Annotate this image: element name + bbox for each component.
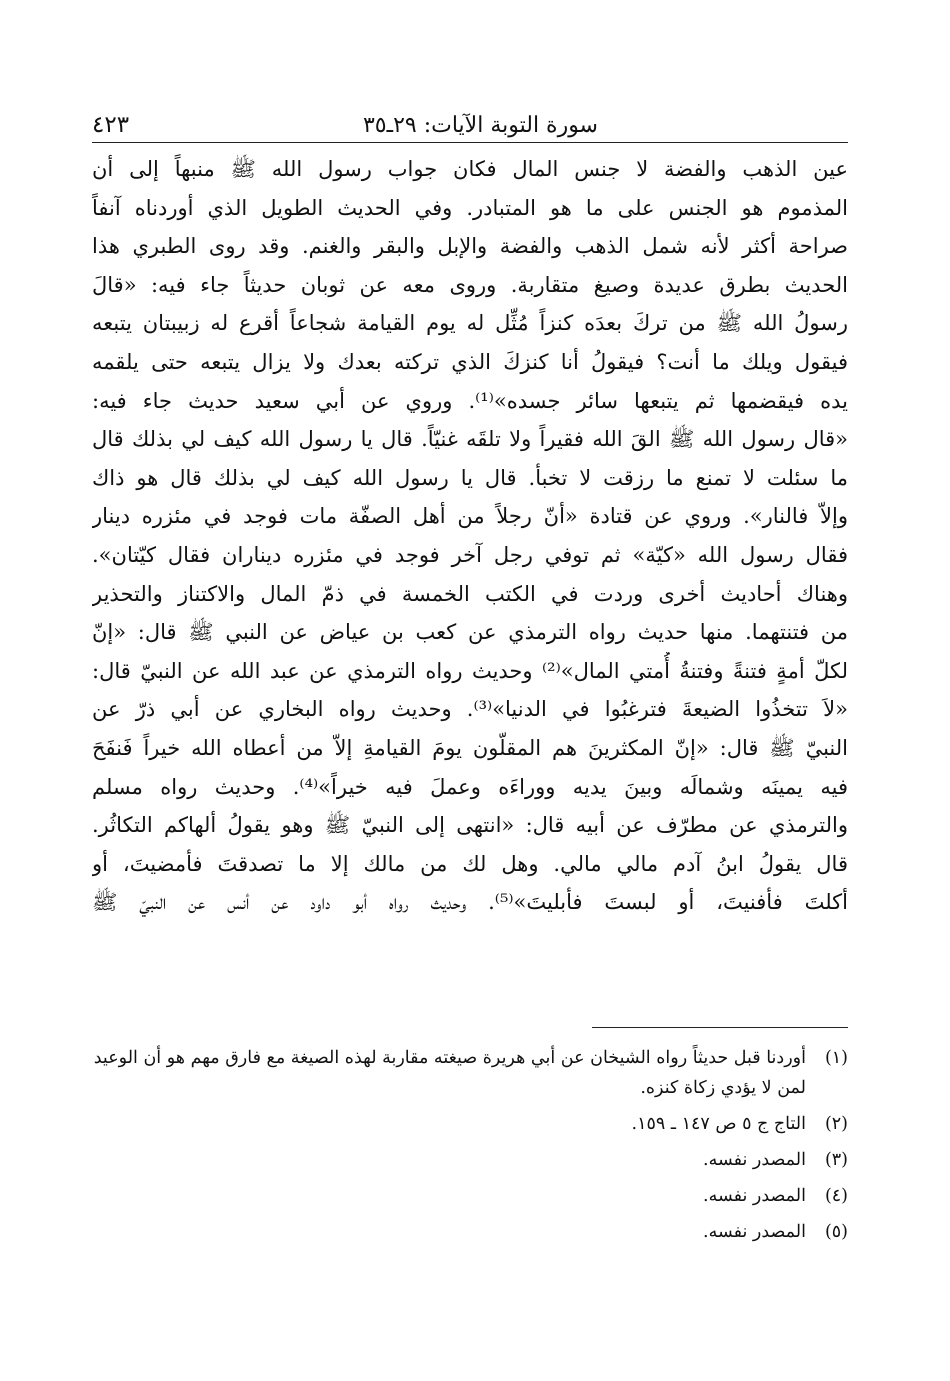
text-line: يده فيقضمها ثم يتبعها سائر جسده»⁽¹⁾. وروي عن أبي سعيد حديث جاء فيه: [92,388,848,413]
text-line: صراحة أكثر لأنه شمل الذهب والفضة والإبل والبقر والغنم. وقد روى الطبري هذا [92,234,848,259]
text-line: وإلاّ فالنار». وروي عن قتادة «أنّ رجلاً من أهل الصفّة مات فوجد في مئزره دينار [92,504,848,529]
main-text [92,150,848,922]
text-line: والترمذي عن مطرّف عن أبيه قال: «انتهى إلى النبيّ ﷺ وهو يقولُ ألهاكم التكاثُر. [92,813,848,838]
footnote-number: (٥) [824,1222,848,1242]
footnote [92,1145,848,1175]
text-line: قال يقولُ ابنُ آدم مالي مالي. وهل لك من مالك إلا ما تصدقتَ فأمضيتَ، أو [92,851,848,876]
text-line: ما سئلت لا تمنع ما رزقت لا تخبأ. قال يا رسول الله كيف لي بذلك قال هو ذاك [92,465,848,490]
text-line: وهناك أحاديث أخرى وردت في الكتب الخمسة في ذمّ المال والاكتناز والتحذير [92,581,848,606]
footnote [92,1181,848,1211]
footnote-number: (٤) [824,1186,848,1206]
page-number: ٤٢٣ [92,112,130,138]
text-line: «قال رسول الله ﷺ القَ الله فقيراً ولا تلقَه غنيّاً. قال يا رسول الله كيف لي بذلك قال [92,427,848,452]
text-line: فقال رسول الله «كيّة» ثم توفي رجل آخر فوجد في مئزره ديناران فقال كيّتان». [92,542,848,567]
text-line: الحديث بطرق عديدة وصيغ متقاربة. وروى معه عن ثوبان حديثاً جاء فيه: «قالَ [92,272,848,297]
footnote-number: (٣) [824,1150,848,1170]
text-line: لكلّ أمةٍ فتنةً وفتنةُ أُمتي المال»⁽²⁾ وحديث رواه الترمذي عن عبد الله عن النبيّ قال: [92,658,848,683]
footnotes [92,1043,848,1253]
footnote-number: (١) [824,1048,848,1068]
footnote-text: التاج ج ٥ ص ١٤٧ ـ ١٥٩. [631,1114,806,1134]
text-line: أكلتَ فأفنيتَ، أو لبستَ فأبليتَ»⁽⁵⁾. وحديث رواه أبو داود عن أنس عن النبيّ ﷺ [92,890,848,915]
text-line: «لاَ تتخذُوا الضيعةَ فترغبُوا في الدنيا»⁽³⁾. وحديث رواه البخاري عن أبي ذرّ عن [92,697,848,722]
footnote-text: المصدر نفسه. [703,1186,806,1206]
footnote [92,1109,848,1139]
footnote-text: المصدر نفسه. [703,1222,806,1242]
footnote-separator [592,1027,848,1028]
sura-title: سورة التوبة الآيات: ٢٩ـ٣٥ [362,113,598,138]
text-line: من فتنتهما. منها حديث رواه الترمذي عن كعب بن عياض عن النبي ﷺ قال: «إنّ [92,620,848,645]
running-header [92,102,848,143]
text-line: رسولُ الله ﷺ من تركَ بعدَه كنزاً مُثِّل له يوم القيامة شجاعاً أقرع له زبيبتان يتبعه [92,311,848,336]
text-line: النبيّ ﷺ قال: «إنّ المكثرينَ هم المقلّون يومَ القيامةِ إلاّ من أعطاه الله خيراً فَنفَحَ [92,735,848,760]
footnote-text: أوردنا قبل حديثاً رواه الشيخان عن أبي هريرة صيغته مقاربة لهذه الصيغة مع فارق مهم هو أن الوعيد لمن لا يؤدي زكاة كنزه. [93,1048,806,1098]
footnote [92,1043,848,1103]
text-line: فيقول ويلك ما أنت؟ فيقولُ أنا كنزكَ الذي تركته بعدك ولا يزال يتبعه حتى يلقمه [92,349,848,374]
footnote-number: (٢) [824,1114,848,1134]
footnote [92,1217,848,1247]
text-line: المذموم هو الجنس على ما هو المتبادر. وفي الحديث الطويل الذي أوردناه آنفاً [92,195,848,220]
text-line: عين الذهب والفضة لا جنس المال فكان جواب رسول الله ﷺ منبهاً إلى أن [92,157,848,181]
footnote-text: المصدر نفسه. [703,1150,806,1170]
text-line: فيه يمينَه وشمالَه وبينَ يديه ووراءَه وعملَ فيه خيراً»⁽⁴⁾. وحديث رواه مسلم [92,774,848,799]
